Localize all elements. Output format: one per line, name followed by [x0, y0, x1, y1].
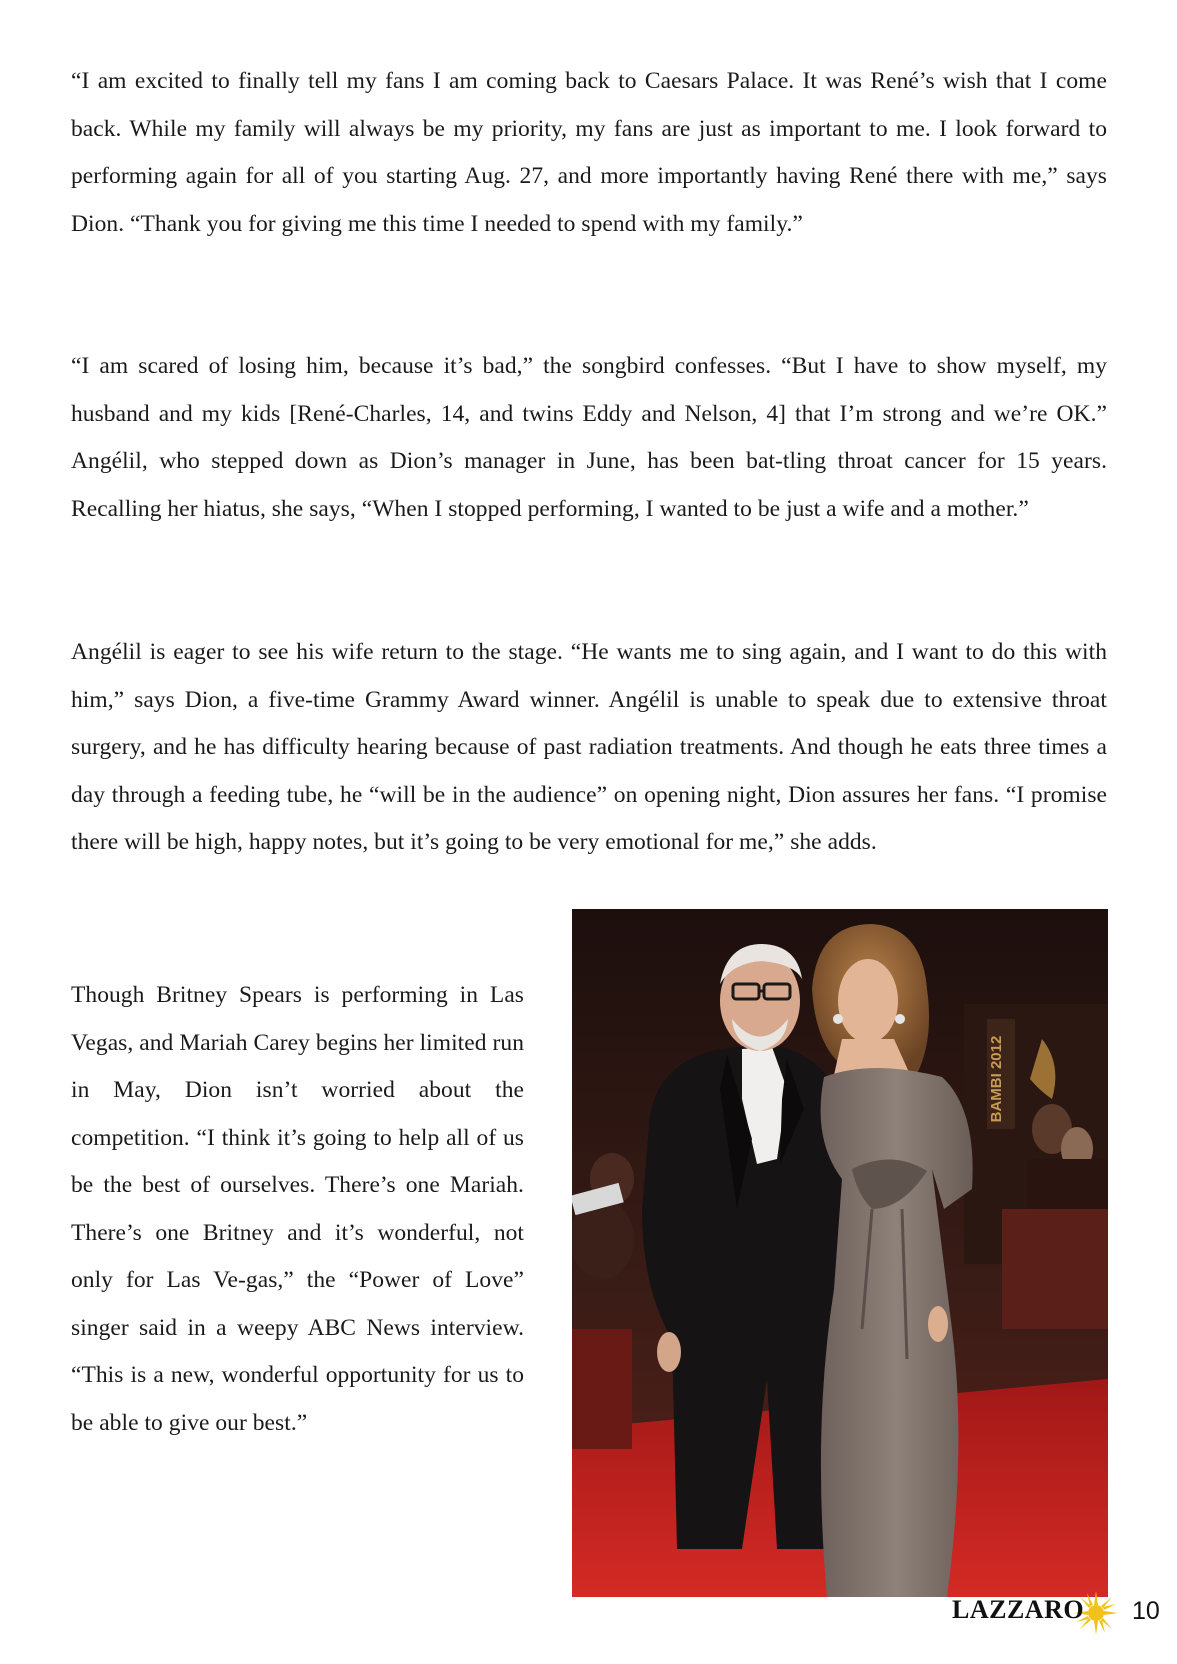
- couple-photo: [572, 909, 1108, 1597]
- article-paragraph: “I am scared of losing him, because it’s bad,” the songbird confesses. “But I have to show myself, my husband and my kids [René-Charles, 14, and twins Eddy and Nelson, 4] that I’m strong and we’re OK.” Angélil, who stepped down as Dion’s manager in June, has been bat-tling throat cancer for 15 years. Recalling her hiatus, she says, “When I stopped performing, I wanted to be just a wife and a mother.”: [71, 353, 1107, 522]
- article-paragraph: Though Britney Spears is performing in Las Vegas, and Mariah Carey begins her limited run in May, Dion isn’t worried about the competition. “I think it’s going to help all of us be the best of ourselves. There’s one Mariah. There’s one Britney and it’s wonderful, not only for Las Ve-gas,” the “Power of Love” singer said in a weepy ABC News interview. “This is a new, wonderful opportunity for us to be able to give our best.”: [71, 982, 524, 1436]
- backdrop-text: BAMBI 2012: [988, 1035, 1005, 1123]
- logo-text: LAZZARO: [952, 1595, 1085, 1624]
- article-paragraph: “I am excited to finally tell my fans I am coming back to Caesars Palace. It was René’s wish that I come back. While my family will always be my priority, my fans are just as important to me. I look forward to performing again for all of you starting Aug. 27, and more importantly having René there with me,” says Dion. “Thank you for giving me this time I needed to spend with my family.”: [71, 68, 1107, 237]
- article-paragraph: Angélil is eager to see his wife return to the stage. “He wants me to sing again, and I want to do this with him,” says Dion, a five-time Grammy Award winner. Angélil is unable to speak due to extensive throat surgery, and he has difficulty hearing because of past radiation treatments. And though he eats three times a day through a feeding tube, he “will be in the audience” on opening night, Dion assures her fans. “I promise there will be high, happy notes, but it’s going to be very emotional for me,” she adds.: [71, 639, 1107, 855]
- page-number: 10: [1132, 1597, 1160, 1625]
- brand-logo: [952, 1591, 1127, 1635]
